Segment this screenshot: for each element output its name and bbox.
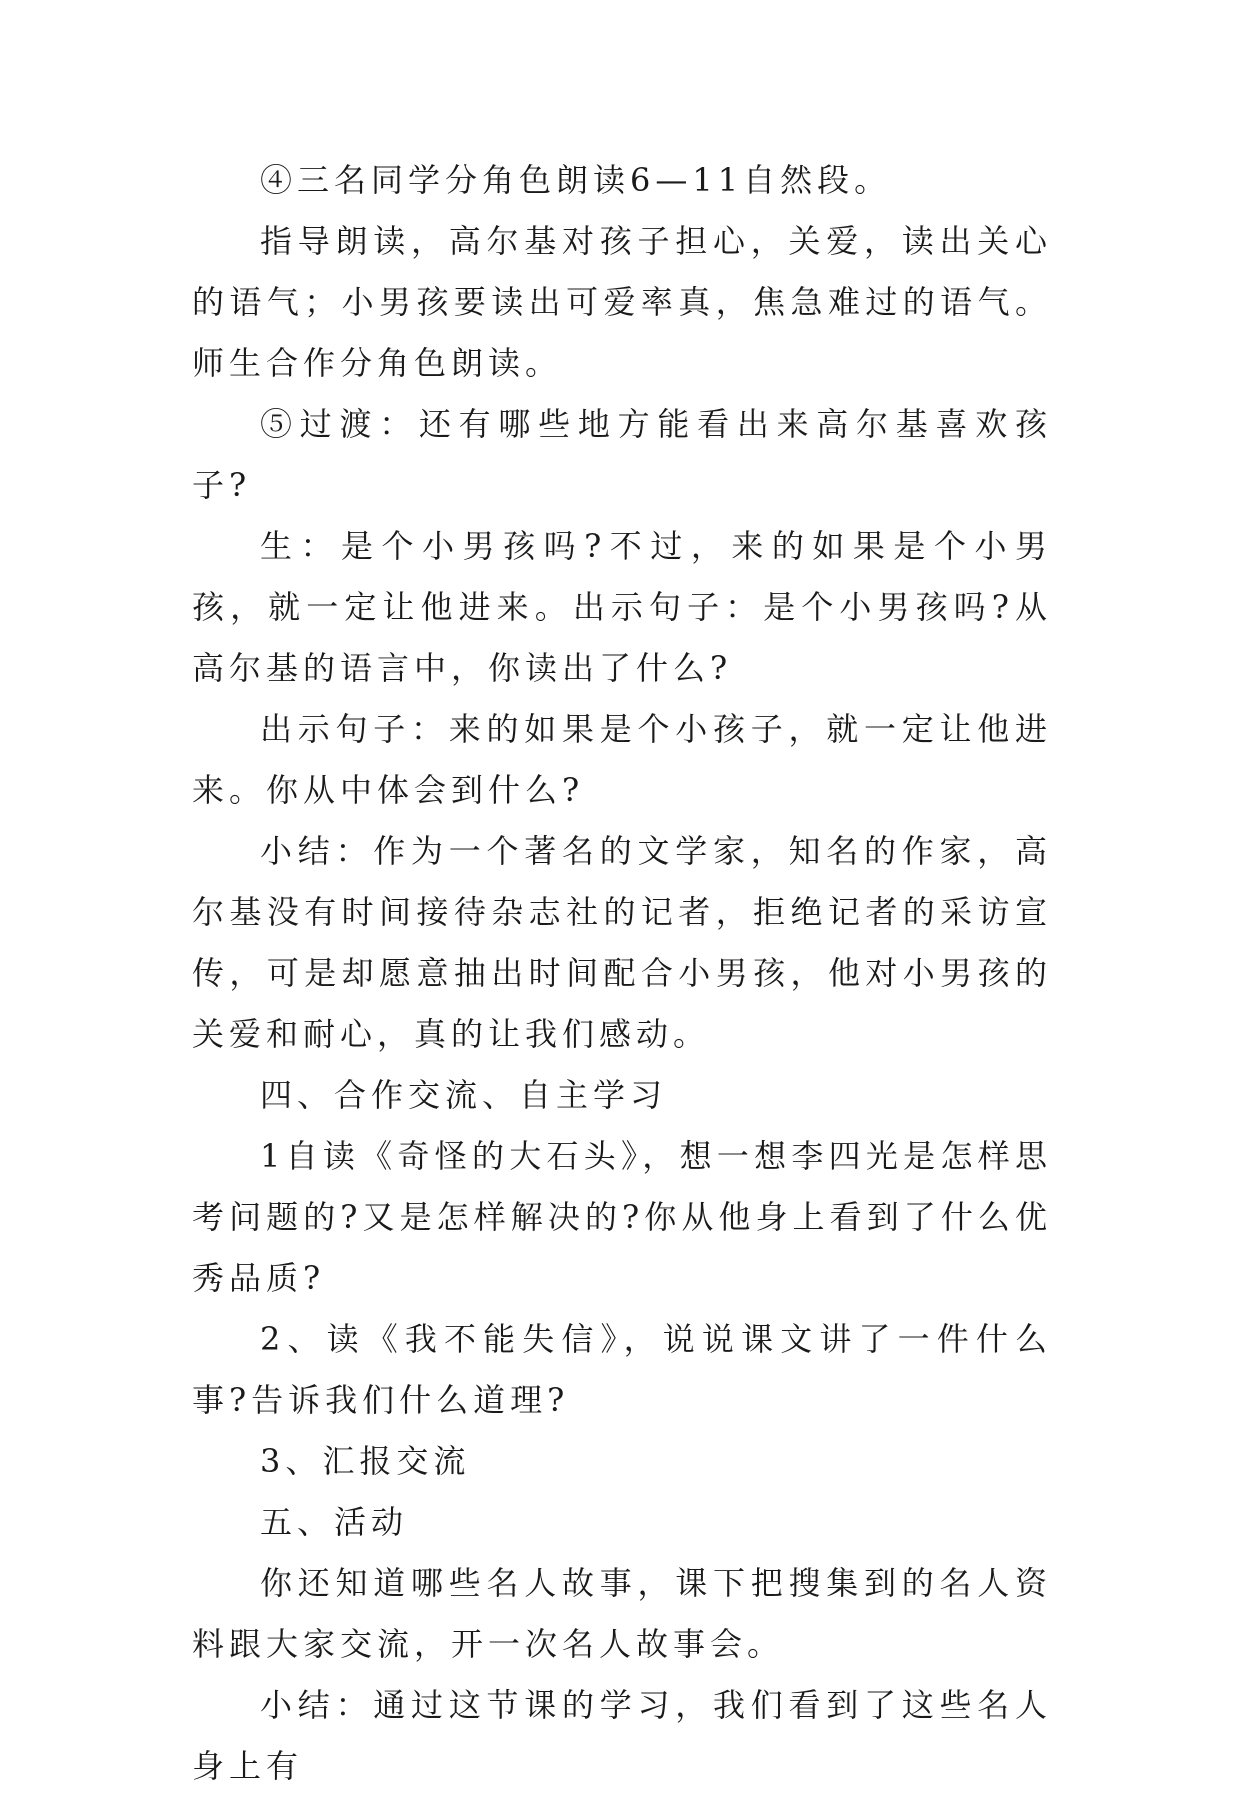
paragraph-task-1: 1自读《奇怪的大石头》，想一想李四光是怎样思考问题的?又是怎样解决的?你从他身上看到了什么优秀品质? [192, 1137, 1052, 1297]
paragraph-student-answer: 生：是个小男孩吗?不过，来的如果是个小男孩，就一定让他进来。出示句子：是个小男孩吗?从高尔基的语言中，你读出了什么? [192, 527, 1052, 687]
paragraph-show-sentence: 出示句子：来的如果是个小孩子，就一定让他进来。你从中体会到什么? [192, 710, 1052, 809]
paragraph-task-2: 2、读《我不能失信》，说说课文讲了一件什么事?告诉我们什么道理? [192, 1320, 1052, 1419]
section-heading-activity: 五、活动 [260, 1503, 409, 1541]
document-page [192, 150, 1052, 1797]
paragraph-task-3: 3、汇报交流 [260, 1442, 471, 1480]
paragraph-final-summary: 小结：通过这节课的学习，我们看到了这些名人身上有 [192, 1686, 1052, 1785]
paragraph-role-reading: ④三名同学分角色朗读6—11自然段。 [260, 161, 892, 199]
paragraph-activity: 你还知道哪些名人故事，课下把搜集到的名人资料跟大家交流，开一次名人故事会。 [192, 1564, 1052, 1663]
paragraph-transition: ⑤过渡：还有哪些地方能看出来高尔基喜欢孩子? [192, 405, 1052, 504]
paragraph-reading-guidance: 指导朗读，高尔基对孩子担心，关爱，读出关心的语气；小男孩要读出可爱率真，焦急难过的语气。师生合作分角色朗读。 [192, 222, 1052, 382]
paragraph-summary-gorky: 小结：作为一个著名的文学家，知名的作家，高尔基没有时间接待杂志社的记者，拒绝记者的采访宣传，可是却愿意抽出时间配合小男孩，他对小男孩的关爱和耐心，真的让我们感动。 [192, 832, 1052, 1053]
section-heading-cooperation: 四、合作交流、自主学习 [260, 1076, 668, 1114]
